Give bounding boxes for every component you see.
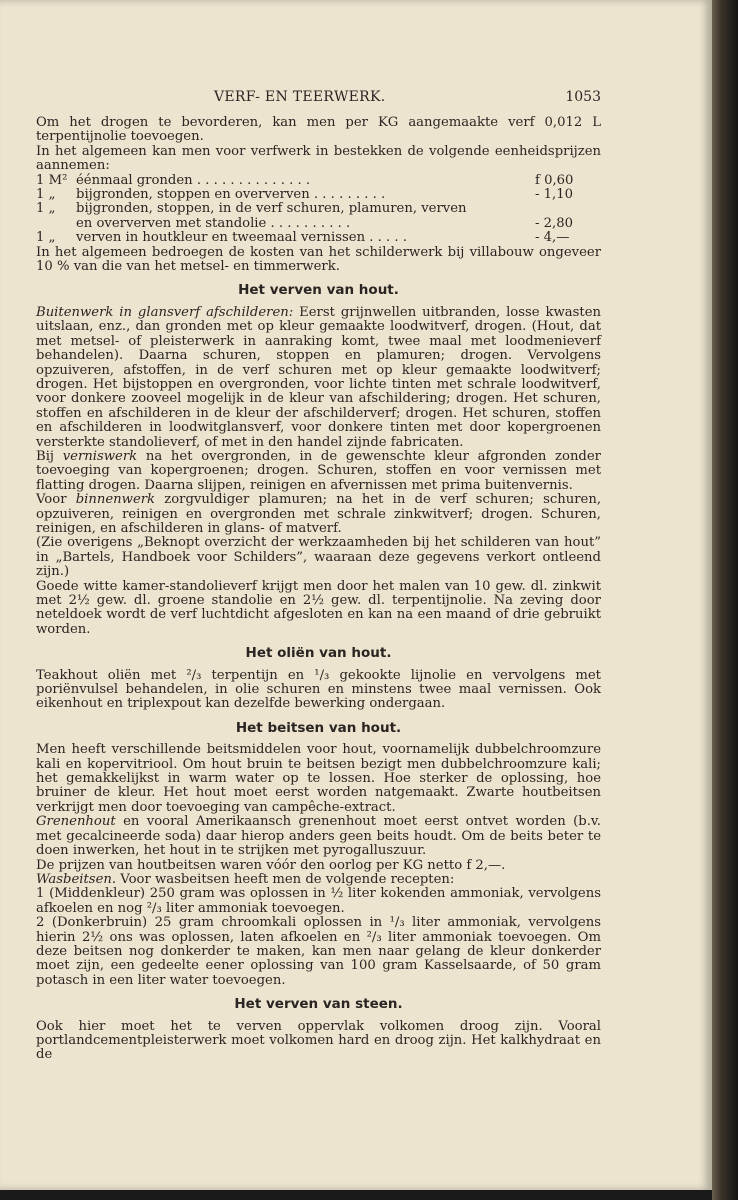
price-amount: f 0,60 <box>535 172 574 188</box>
italic-lead: Wasbeitsen. <box>36 871 117 887</box>
intro-paragraph: In het algemeen kan men voor verfwerk in bestekken de volgende eenheidsprijzen aannemen: <box>36 143 601 174</box>
italic-lead: binnenwerk <box>75 492 156 508</box>
price-row <box>36 217 601 231</box>
price-qty: 1 M² <box>36 172 68 188</box>
page-content <box>36 90 601 1063</box>
running-title: VERF- EN TEERWERK. <box>214 89 386 105</box>
running-header <box>36 90 601 112</box>
price-desc: bijgronden, stoppen, in de verf schuren, plamuren, verven <box>76 201 467 217</box>
price-amount: - 2,80 <box>535 215 574 231</box>
body-paragraph: De prijzen van houtbeitsen waren vóór den oorlog per KG netto f 2,—. <box>36 857 506 873</box>
price-row <box>36 188 601 202</box>
intro-paragraph: In het algemeen bedroegen de kosten van het schilderwerk bij villabouw ongeveer 10 % van die van het metsel- en timmerwerk. <box>36 244 601 275</box>
price-list <box>36 174 601 246</box>
body-paragraph: Teakhout oliën met ²/₃ terpentijn en ¹/₃ gekookte lijnolie en vervolgens met poriënvulsel behandelen, in olie schuren en minstens twee maal vernissen. Ook eikenhout en triplexpout kan dezelfde bewerking ondergaan. <box>36 667 601 712</box>
intro-paragraph: Om het drogen te bevorderen, kan men per KG aangemaakte verf 0,012 L terpentijnolie toevoegen. <box>36 115 601 145</box>
price-amount: - 4,— <box>535 230 570 246</box>
price-qty <box>36 217 76 231</box>
italic-lead: Grenenhout <box>36 814 116 830</box>
price-qty: 1 „ <box>36 201 56 217</box>
price-row <box>36 231 601 245</box>
page-number: 1053 <box>565 89 601 105</box>
recipe-paragraph: 1 (Middenkleur) 250 gram was oplossen in ½ liter kokenden ammoniak, vervolgens afkoelen en nog ²/₃ liter ammoniak toevoegen. <box>36 886 601 916</box>
section-heading: Het verven van hout. <box>238 282 399 299</box>
section-heading: Het oliën van hout. <box>245 645 392 662</box>
price-row <box>36 174 601 188</box>
price-amount: - 1,10 <box>535 187 574 203</box>
body-paragraph: Voor binnenwerk zorgvuldiger plamuren; na het in de verf schuren; schuren, opzuiveren, reinigen en overgronden met schrale zinkwitverf; drogen. Schuren, reinigen, en afschilderen in glans- of matverf. <box>36 492 602 536</box>
price-desc: en oververven met standolie . . . . . . . . . . <box>76 215 351 231</box>
price-desc: verven in houtkleur en tweemaal vernissen . . . . . <box>76 230 407 246</box>
price-desc: bijgronden, stoppen en oververven . . . . . . . . . <box>76 187 386 203</box>
body-paragraph: Buitenwerk in glansverf afschilderen: Eerst grijnwellen uitbranden, losse kwasten uitslaan, enz., dan gronden met op kleur gemaakte loodwitverf, drogen. (Hout, dat met metsel- of pleisterwerk in aanraking komt, twee maal met loodmenieverf behandelen). Daarna schuren, stoppen en plamuren; drogen. Vervolgens opzuiveren, afstoffen, in de verf schuren met op kleur gemaakte loodwitverf; drogen. Het bijstoppen en overgronden, voor lichte tinten met schrale loodwitverf, voor donkere zooveel mogelijk in de kleur van afschildering; drogen. Het schuren, stoffen en afschilderen in de kleur der afschilderverf; drogen. Het schuren, stoffen en afschilderen in loodwitglansverf, voor donkere tinten met door kopergroenen versterkte standolieverf, of met in den handel zijnde fabricaten. <box>36 304 601 450</box>
price-qty: 1 „ <box>36 230 56 246</box>
price-row <box>36 202 601 216</box>
body-paragraph: Wasbeitsen. Voor wasbeitsen heeft men de volgende recepten: <box>36 871 455 887</box>
price-qty: 1 „ <box>36 187 56 203</box>
body-paragraph: Grenenhout en vooral Amerikaansch grenenhout moet eerst ontvet worden (b.v. met gecalcineerde soda) daar hierop anders geen beits houdt. Om de beits beter te doen inwerken, het hout in te strijken met pyrogalluszuur. <box>36 814 601 859</box>
body-paragraph: Goede witte kamer-standolieverf krijgt men door het malen van 10 gew. dl. zinkwit met 2½ gew. dl. groene standolie en 2½ gew. dl. terpentijnolie. Na zeving door neteldoek wordt de verf luchtdicht afgesloten en kan na een maand of drie gebruikt worden. <box>36 578 601 637</box>
italic-lead: Buitenwerk in glansverf afschilderen: <box>36 304 294 320</box>
section-heading: Het verven van steen. <box>234 996 403 1013</box>
price-amount <box>535 202 601 216</box>
recipe-paragraph: 2 (Donkerbruin) 25 gram chroomkali oplossen in ¹/₃ liter ammoniak, vervolgens hierin 2½ ons was oplossen, laten afkoelen en ²/₃ liter ammoniak toevoegen. Om deze beitsen nog donkerder te maken, kan men naar gelang de kleur donkerder moet zijn, een gedeelte eener oplossing van 100 gram Kasselsaarde, of 50 gram potasch in een liter water toevoegen. <box>36 915 601 988</box>
price-desc: éénmaal gronden . . . . . . . . . . . . . . <box>76 172 311 188</box>
body-paragraph: Men heeft verschillende beitsmiddelen voor hout, voornamelijk dubbelchroomzure kali en kopervitriool. Om hout bruin te beitsen bezigt men dubbelchroomzure kali; het gemakkelijkst in warm water op te lossen. Hoe sterker de oplossing, hoe bruiner de kleur. Het hout moet eerst worden natgemaakt. Zwarte houtbeitsen verkrijgt men door toevoeging van campêche-extract. <box>36 742 601 815</box>
body-paragraph: Bij verniswerk na het overgronden, in de gewenschte kleur afgronden zonder toevoeging van kopergroenen; drogen. Schuren, stoffen en voor vernissen met flatting drogen. Daarna slijpen, reinigen en afvernissen met prima buitenvernis. <box>36 448 601 493</box>
section-heading: Het beitsen van hout. <box>235 719 402 736</box>
book-spine-edge <box>712 0 738 1200</box>
italic-lead: verniswerk <box>62 448 138 464</box>
body-paragraph: Ook hier moet het te verven oppervlak volkomen droog zijn. Vooral portlandcementpleisterwerk moet volkomen hard en droog zijn. Het kalkhydraat en de <box>36 1018 601 1063</box>
body-paragraph: (Zie overigens „Beknopt overzicht der werkzaamheden bij het schilderen van hout” in „Bartels, Handboek voor Schilders”, waaraan deze gegevens verkort ontleend zijn.) <box>36 535 601 580</box>
